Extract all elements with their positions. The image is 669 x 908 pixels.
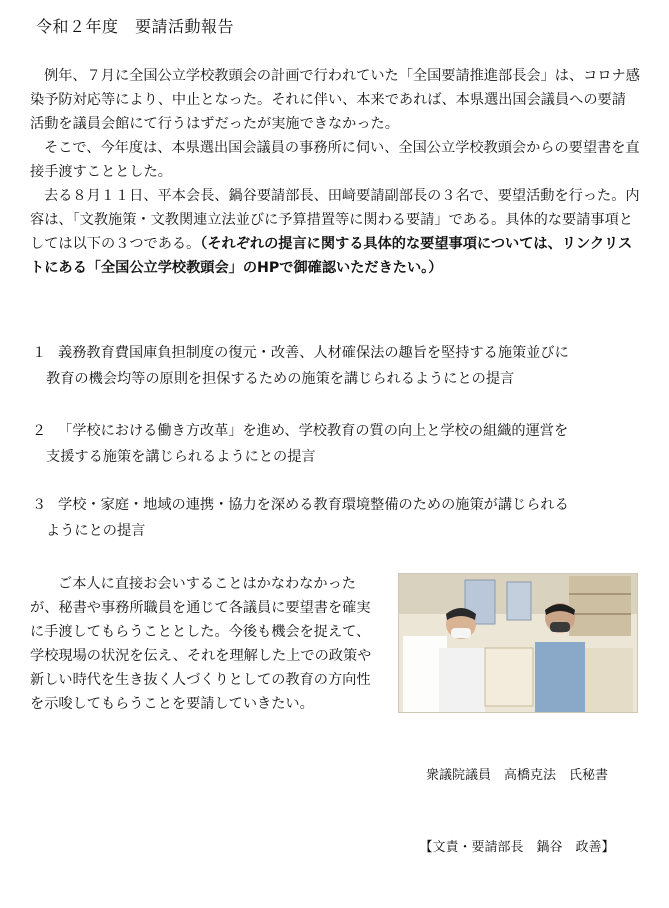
- paragraph-activity: [30, 184, 640, 280]
- photo-caption-credit: 【文責・要請部長 鍋谷 政善】: [419, 840, 615, 855]
- list-item: [32, 492, 642, 544]
- photo-caption-line: 衆議院議員 高橋克法 氏秘書: [425, 768, 608, 783]
- list-item-number: ２: [32, 423, 47, 439]
- paragraph-activity-text: 去る８月１１日、平本会長、鍋谷要請部長、田﨑要請副部長の３名で、要望活動を行った。内容は、「文教施策・文教関連立法並びに予算措置等に関わる要請」である。具体的な要請事項としては以下の３つである。: [30, 188, 640, 252]
- list-item-text: 支援する施策を講じられるようにとの提言: [46, 449, 316, 465]
- list-item-number: ３: [32, 497, 47, 513]
- paragraph-closing-text: ご本人に直接お会いすることはかなわなかったが、秘書や事務所職員を通じて各議員に要望書を確実に手渡してもらうこととした。今後も機会を捉えて、学校現場の状況を伝え、それを理解した上での政策や新しい時代を生き抜く人づくりとしての教育の方向性を示唆してもらうことを要請していきたい。: [30, 576, 372, 712]
- paragraph-intro-text: 例年、７月に全国公立学校教頭会の計画で行われていた「全国要請推進部長会」は、コロナ感染予防対応等により、中止となった。それに伴い、本来であれば、本県選出国会議員への要請活動を議員会館にて行うはずだったが実施できなかった。: [30, 68, 640, 132]
- handover-photo: [398, 573, 638, 713]
- paragraph-closing: [30, 572, 382, 716]
- photo-caption: [398, 716, 636, 908]
- page-title: 令和２年度 要請活動報告: [36, 17, 235, 36]
- photo-illustration: [399, 574, 637, 712]
- paragraph-intro: [30, 64, 640, 136]
- paragraph-plan: [30, 136, 640, 184]
- list-item: [32, 418, 642, 470]
- list-item-text: 学校・家庭・地域の連携・協力を深める教育環境整備のための施策が講じられる: [58, 497, 569, 513]
- paragraph-plan-text: そこで、今年度は、本県選出国会議員の事務所に伺い、全国公立学校教頭会からの要望書を直接手渡すこととした。: [30, 140, 640, 180]
- list-item: [32, 340, 642, 392]
- list-item-text: 義務教育費国庫負担制度の復元・改善、人材確保法の趣旨を堅持する施策並びに: [58, 345, 569, 361]
- list-item-text: ようにとの提言: [46, 523, 146, 539]
- list-item-text: 「学校における働き方改革」を進め、学校教育の質の向上と学校の組織的運営を: [58, 423, 569, 439]
- list-item-number: １: [32, 345, 47, 361]
- list-item-text: 教育の機会均等の原則を担保するための施策を講じられるようにとの提言: [46, 371, 515, 387]
- paragraph-activity-note: （それぞれの提言に関する具体的な要望事項については、リンクリストにある「全国公立学校教頭会」のHPで御確認いただきたい。）: [30, 236, 633, 276]
